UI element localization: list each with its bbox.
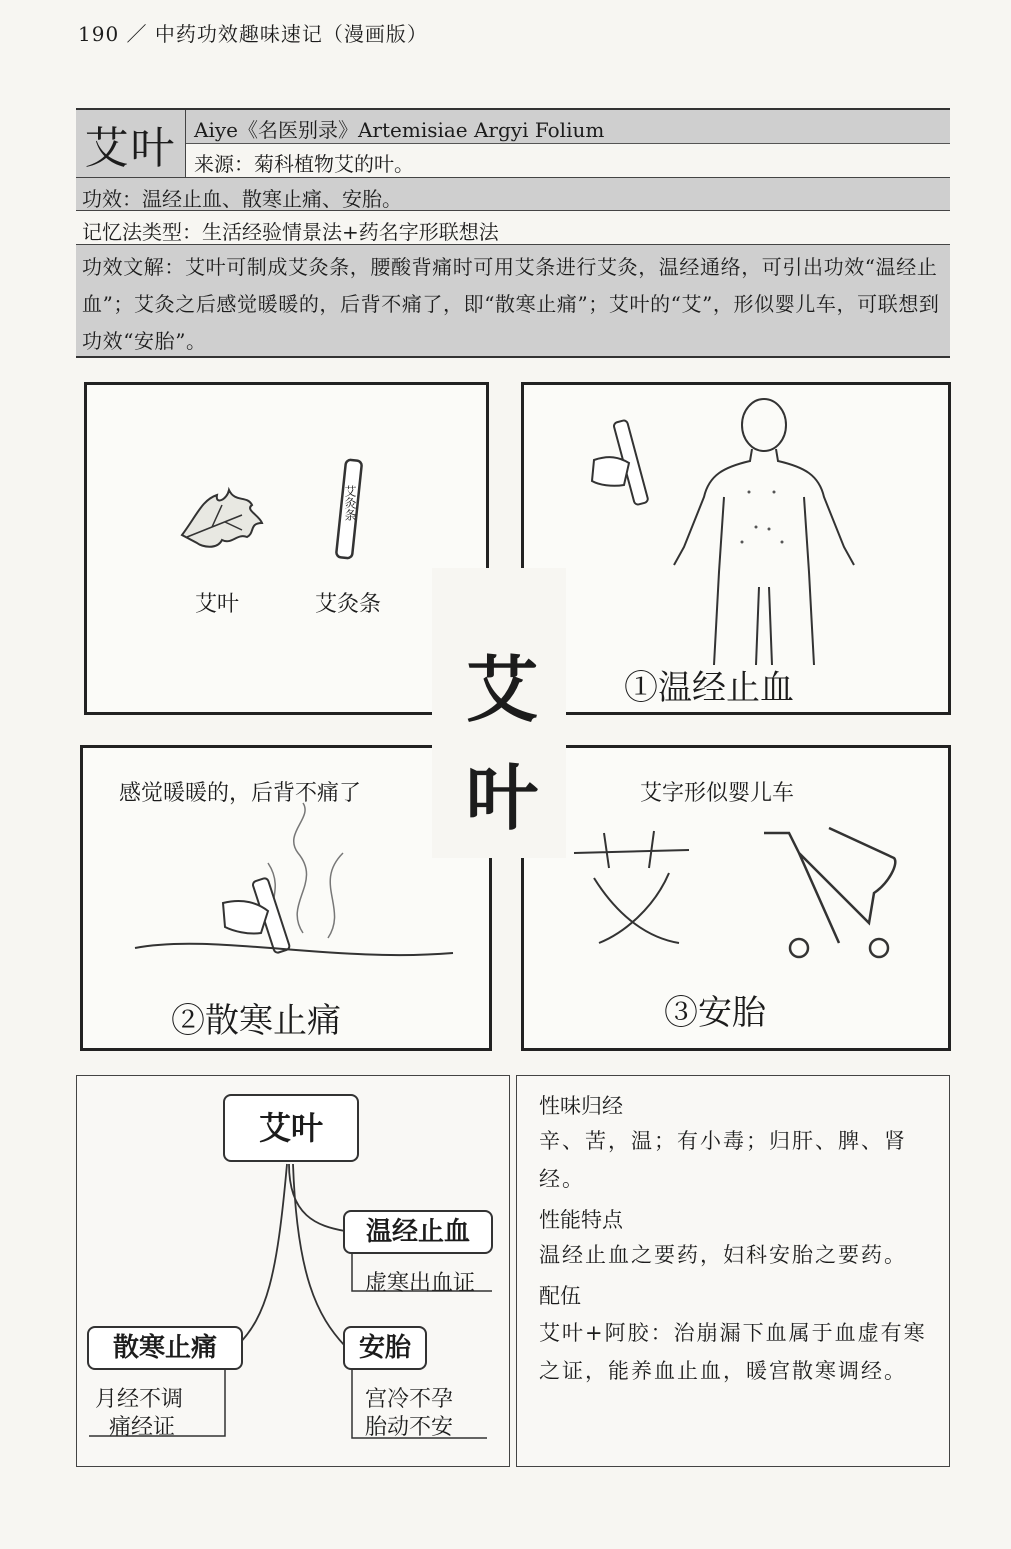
mindmap-branch3-sub2: 胎动不安 (365, 1415, 454, 1440)
prop-text-compatibility: 艾叶+阿胶：治崩漏下血属于血虚有寒之证，能养血止血，暖宫散寒调经。 (539, 1321, 927, 1383)
baby-stroller-drawing (759, 823, 909, 963)
prop-heading-features: 性能特点 (539, 1208, 623, 1232)
comic-panel-warm-meridian (521, 382, 951, 715)
panel2-caption: ①温经止血 (624, 668, 794, 708)
properties-box (516, 1075, 950, 1467)
mindmap-branch2-sub2: 痛经证 (109, 1415, 176, 1440)
memory-method-type: 记忆法类型：生活经验情景法+药名字形联想法 (76, 211, 950, 245)
comic-panel-calm-fetus (521, 745, 951, 1051)
herb-source: 来源：菊科植物艾的叶。 (194, 152, 414, 176)
human-body-drawing (664, 397, 864, 667)
prop-text-features: 温经止血之要药，妇科安胎之要药。 (539, 1243, 907, 1267)
running-header (78, 18, 428, 47)
panel3-caption: ②散寒止痛 (171, 1001, 341, 1041)
mindmap-branch3-sub1: 宫冷不孕 (365, 1387, 454, 1412)
herb-info-table (76, 108, 950, 358)
herb-name: 艾叶 (76, 110, 186, 177)
panel4-caption: ③安胎 (664, 993, 766, 1033)
center-char-ye: 叶 (466, 755, 539, 840)
book-title: 中药功效趣味速记（漫画版） (154, 22, 428, 46)
comic-panel-herb-and-stick (84, 382, 489, 715)
leaf-label: 艾叶 (195, 592, 240, 617)
prop-heading-compatibility: 配伍 (539, 1284, 581, 1308)
mindmap-branch2-sub1: 月经不调 (95, 1387, 184, 1412)
smoke-and-moxa-drawing (133, 803, 453, 1003)
prop-heading-nature: 性味归经 (539, 1094, 623, 1118)
mindmap-box (76, 1075, 510, 1467)
comic-panel-disperse-cold (80, 745, 492, 1051)
mindmap-branch-warm-meridian: 温经止血 (343, 1210, 493, 1254)
herb-latin-name: Aiye《名医别录》Artemisiae Argyi Folium (186, 110, 950, 144)
moxa-stick-label: 艾灸条 (315, 592, 382, 617)
mindmap-root: 艾叶 (223, 1094, 359, 1162)
panel4-top-text: 艾字形似婴儿车 (640, 781, 795, 806)
mindmap-branch-disperse-cold: 散寒止痛 (87, 1326, 243, 1370)
mindmap-branch-calm-fetus: 安胎 (343, 1326, 427, 1370)
hand-holding-moxa-drawing (584, 415, 674, 525)
herb-efficacy: 功效：温经止血、散寒止痛、安胎。 (76, 177, 950, 211)
panel3-top-text: 感觉暖暖的，后背不痛了 (119, 781, 362, 806)
moxa-stick-text: 艾灸条 (343, 485, 357, 521)
mugwort-leaf-drawing (167, 475, 277, 565)
page-number: 190 (78, 22, 120, 46)
efficacy-explanation: 功效文解：艾叶可制成艾灸条，腰酸背痛时可用艾条进行艾灸，温经通络，可引出功效“温经止血”；艾灸之后感觉暖暖的，后背不痛了，即“散寒止痛”；艾叶的“艾”，形似婴儿车，可联想到功效“安胎”。 (76, 245, 950, 356)
prop-text-nature: 辛、苦，温；有小毒；归肝、脾、肾经。 (539, 1129, 907, 1191)
mindmap-branch1-sub: 虚寒出血证 (365, 1271, 476, 1296)
header-separator: ／ (126, 22, 155, 46)
ai-character-drawing (569, 828, 699, 958)
center-char-ai: 艾 (466, 647, 539, 732)
